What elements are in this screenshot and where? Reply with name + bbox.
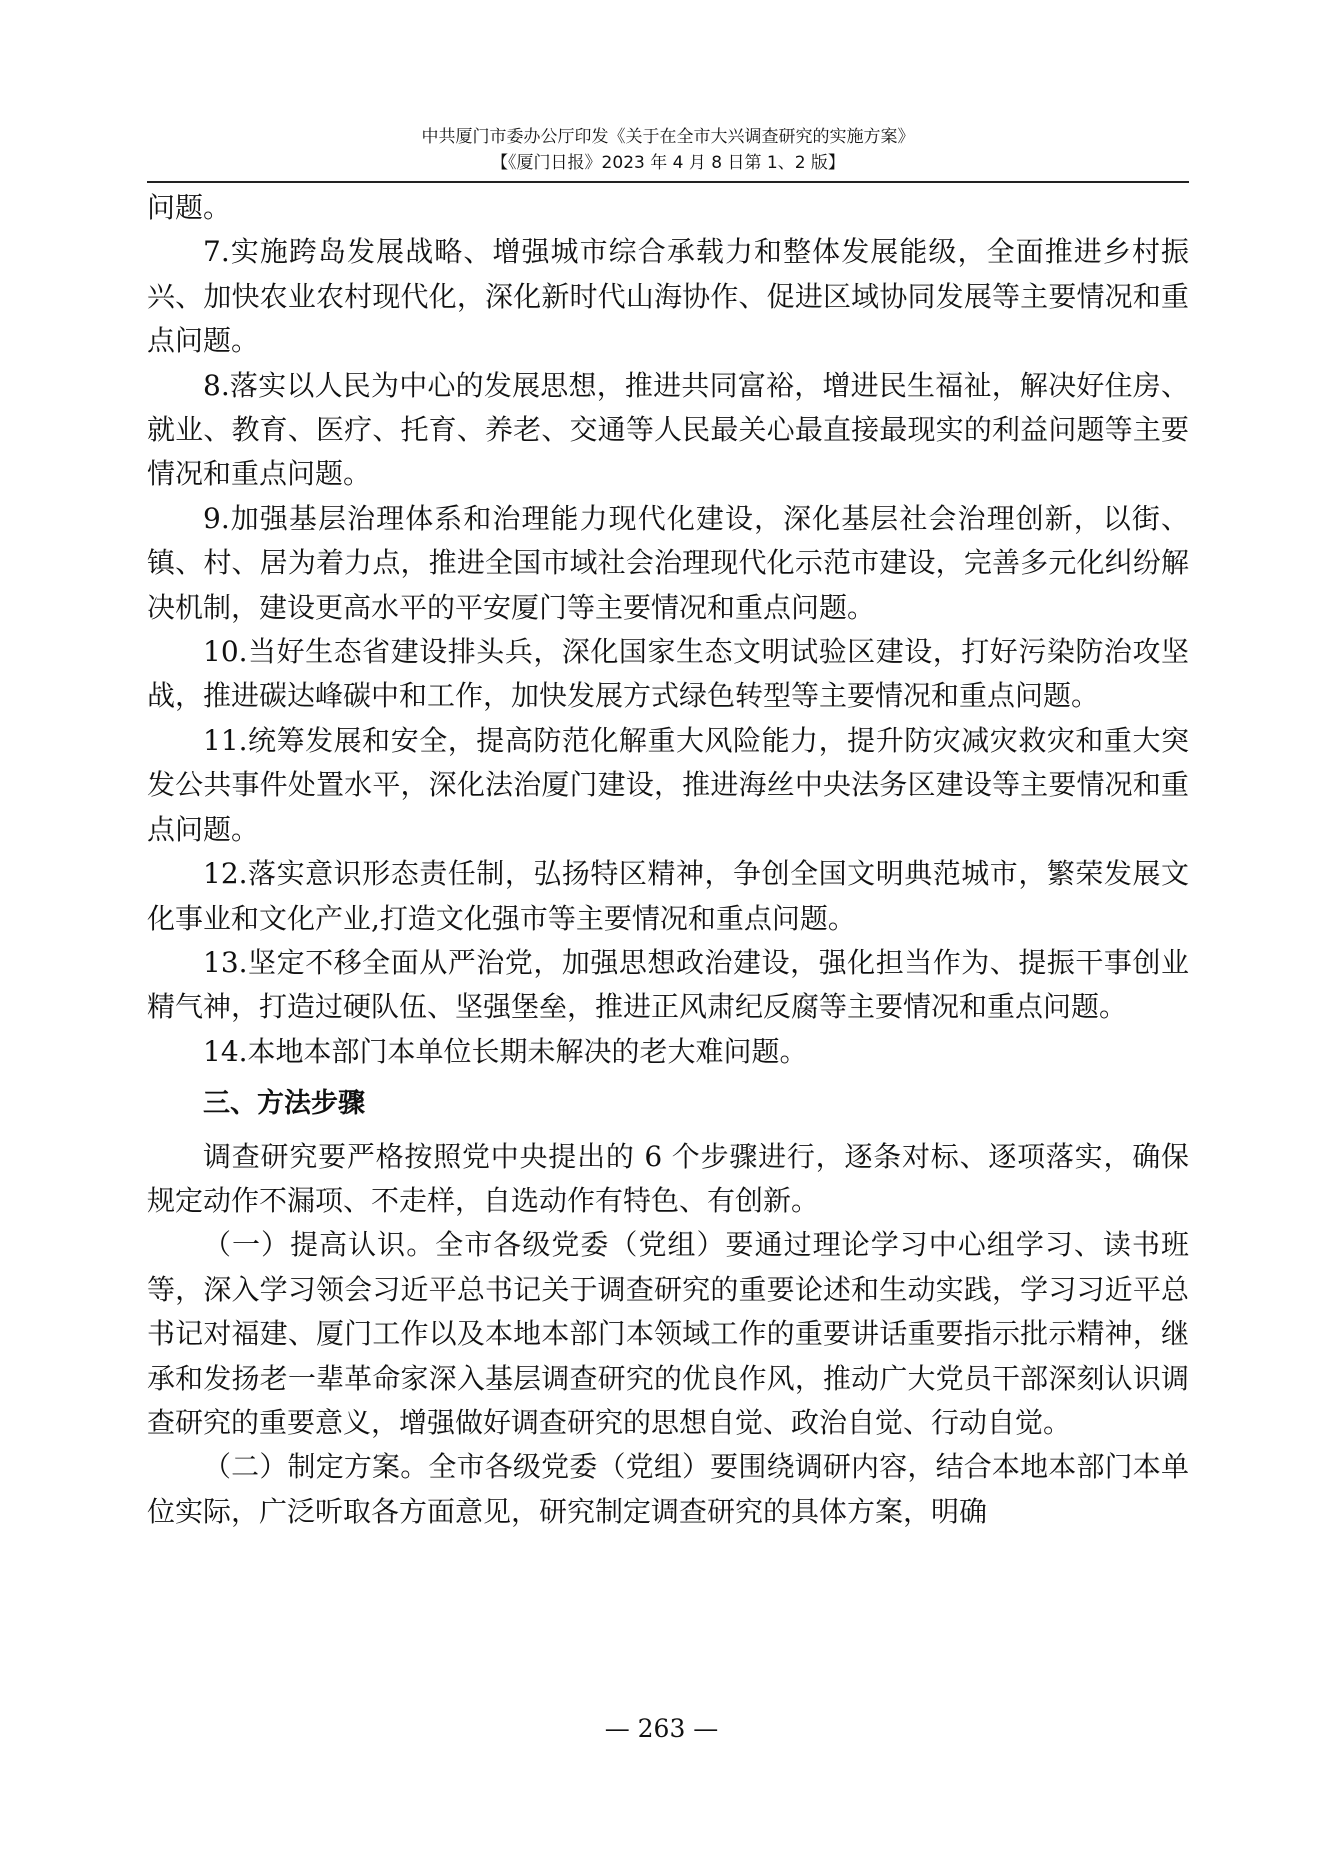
header-title: 中共厦门市委办公厅印发《关于在全市大兴调查研究的实施方案》	[421, 127, 915, 147]
list-item: 11.统筹发展和安全，提高防范化解重大风险能力，提升防灾减灾救灾和重大突发公共事件处置水平，深化法治厦门建设，推进海丝中央法务区建设等主要情况和重点问题。	[147, 723, 1189, 846]
section-heading: 三、方法步骤	[203, 1088, 365, 1120]
paragraph: 调查研究要严格按照党中央提出的 6 个步骤进行，逐条对标、逐项落实，确保规定动作不漏项、不走样，自选动作有特色、有创新。	[147, 1139, 1189, 1217]
document-body	[147, 186, 1189, 1534]
paragraph: （一）提高认识。全市各级党委（党组）要通过理论学习中心组学习、读书班等，深入学习领会习近平总书记关于调查研究的重要论述和生动实践，学习习近平总书记对福建、厦门工作以及本地本部门本领域工作的重要讲话重要指示批示精神，继承和发扬老一辈革命家深入基层调查研究的优良作风，推动广大党员干部深刻认识调查研究的重要意义，增强做好调查研究的思想自觉、政治自觉、行动自觉。	[147, 1228, 1189, 1439]
paragraph: （二）制定方案。全市各级党委（党组）要围绕调研内容，结合本地本部门本单位实际，广泛听取各方面意见，研究制定调查研究的具体方案，明确	[147, 1450, 1189, 1528]
list-item: 10.当好生态省建设排头兵，深化国家生态文明试验区建设，打好污染防治攻坚战，推进碳达峰碳中和工作，加快发展方式绿色转型等主要情况和重点问题。	[147, 635, 1189, 713]
page-number: — 263 —	[604, 1714, 719, 1743]
header-divider	[147, 181, 1189, 183]
list-item: 9.加强基层治理体系和治理能力现代化建设，深化基层社会治理创新，以街、镇、村、居为着力点，推进全国市域社会治理现代化示范市建设，完善多元化纠纷解决机制，建设更高水平的平安厦门等主要情况和重点问题。	[147, 501, 1189, 624]
list-item: 12.落实意识形态责任制，弘扬特区精神，争创全国文明典范城市，繁荣发展文化事业和文化产业,打造文化强市等主要情况和重点问题。	[147, 857, 1189, 935]
list-item: 14.本地本部门本单位长期未解决的老大难问题。	[203, 1034, 808, 1068]
list-item: 13.坚定不移全面从严治党，加强思想政治建设，强化担当作为、提振干事创业精气神，打造过硬队伍、坚强堡垒，推进正风肃纪反腐等主要情况和重点问题。	[147, 945, 1189, 1024]
list-item: 8.落实以人民为中心的发展思想，推进共同富裕，增进民生福祉，解决好住房、就业、教育、医疗、托育、养老、交通等人民最关心最直接最现实的利益问题等主要情况和重点问题。	[147, 368, 1189, 491]
running-header	[147, 124, 1189, 176]
list-item: 7.实施跨岛发展战略、增强城市综合承载力和整体发展能级，全面推进乡村振兴、加快农业农村现代化，深化新时代山海协作、促进区域协同发展等主要情况和重点问题。	[147, 235, 1189, 358]
header-source: 【《厦门日报》2023 年 4 月 8 日第 1、2 版】	[491, 153, 845, 173]
continuation-text: 问题。	[147, 191, 232, 224]
